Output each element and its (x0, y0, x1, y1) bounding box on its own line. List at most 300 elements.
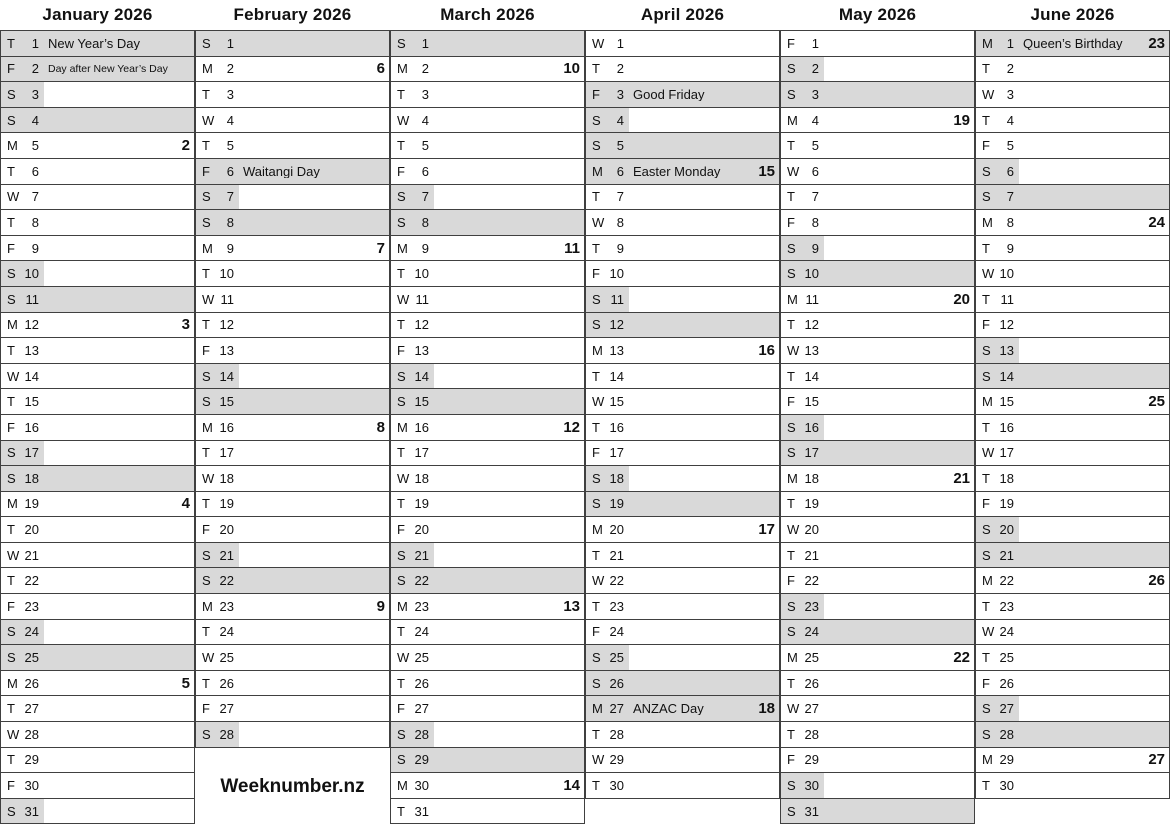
day-number: 1 (616, 35, 624, 51)
day-number: 24 (414, 624, 429, 640)
day-number: 18 (609, 470, 624, 486)
day-number: 9 (31, 240, 39, 256)
day-letter: M (7, 675, 18, 691)
day-row (391, 364, 584, 390)
day-letter: T (592, 240, 600, 256)
day-number: 23 (414, 598, 429, 614)
day-letter: T (202, 445, 210, 461)
day-row (781, 364, 974, 390)
day-letter: S (982, 547, 991, 563)
day-letter: T (7, 342, 15, 358)
holiday-label: Easter Monday (633, 164, 721, 178)
day-letter: S (7, 624, 16, 640)
day-letter: S (787, 266, 796, 282)
day-number: 14 (219, 368, 234, 384)
day-letter: S (592, 496, 601, 512)
day-number: 10 (24, 266, 39, 282)
day-number: 16 (219, 419, 234, 435)
day-letter: S (202, 368, 211, 384)
day-number: 8 (31, 214, 39, 230)
day-number: 18 (219, 470, 234, 486)
day-row (196, 722, 389, 748)
day-row (196, 441, 389, 467)
day-row (1, 287, 194, 313)
day-number: 16 (804, 419, 819, 435)
day-number: 26 (999, 675, 1014, 691)
day-row (1, 517, 194, 543)
day-row (1, 261, 194, 287)
day-row (196, 466, 389, 492)
day-number: 9 (226, 240, 234, 256)
day-number: 1 (31, 35, 39, 51)
day-row (976, 287, 1169, 313)
day-letter: T (397, 86, 405, 102)
day-row (391, 568, 584, 594)
day-number: 2 (421, 61, 429, 77)
day-number: 12 (804, 317, 819, 333)
day-row (976, 671, 1169, 697)
day-number: 8 (1006, 214, 1014, 230)
week-number: 27 (1148, 751, 1165, 769)
day-row (391, 645, 584, 671)
day-row (391, 210, 584, 236)
day-row (781, 31, 974, 57)
day-number: 15 (24, 394, 39, 410)
day-letter: W (592, 35, 605, 51)
day-row (196, 185, 389, 211)
day-row (391, 466, 584, 492)
day-number: 28 (999, 726, 1014, 742)
day-row (586, 364, 779, 390)
day-number: 13 (219, 342, 234, 358)
day-letter: M (592, 522, 603, 538)
day-number: 26 (414, 675, 429, 691)
day-number: 6 (31, 163, 39, 179)
day-number: 2 (226, 61, 234, 77)
day-number: 9 (1006, 240, 1014, 256)
day-number: 2 (31, 61, 39, 77)
day-number: 4 (1006, 112, 1014, 128)
day-number: 11 (415, 291, 429, 307)
day-number: 27 (219, 701, 234, 717)
day-number: 7 (1006, 189, 1014, 205)
day-row (586, 389, 779, 415)
day-number: 9 (616, 240, 624, 256)
day-row (196, 543, 389, 569)
day-row (781, 748, 974, 774)
day-letter: S (982, 522, 991, 538)
day-number: 20 (804, 522, 819, 538)
day-row (586, 492, 779, 518)
day-row (976, 389, 1169, 415)
day-row (196, 620, 389, 646)
day-letter: M (787, 650, 798, 666)
day-row (781, 287, 974, 313)
day-letter: T (787, 547, 795, 563)
day-row (196, 364, 389, 390)
day-letter: T (982, 61, 990, 77)
holiday-label: New Year’s Day (48, 36, 141, 50)
day-letter: F (397, 163, 405, 179)
day-number: 26 (24, 675, 39, 691)
day-number: 2 (811, 61, 819, 77)
day-letter: S (7, 470, 16, 486)
day-row (976, 185, 1169, 211)
day-letter: S (7, 650, 16, 666)
day-row (781, 415, 974, 441)
day-number: 8 (811, 214, 819, 230)
day-number: 4 (226, 112, 234, 128)
day-number: 5 (1006, 138, 1014, 154)
month-march (390, 0, 585, 827)
day-number: 22 (414, 573, 429, 589)
day-row (1, 799, 194, 825)
day-number: 10 (414, 266, 429, 282)
month-june (975, 0, 1170, 827)
day-row (1, 543, 194, 569)
day-number: 27 (999, 701, 1014, 717)
day-number: 25 (219, 650, 234, 666)
day-number: 30 (609, 778, 624, 794)
week-number: 19 (953, 111, 970, 129)
day-row (976, 543, 1169, 569)
day-row (586, 594, 779, 620)
day-letter: F (592, 86, 600, 102)
day-row (781, 645, 974, 671)
day-number: 31 (414, 803, 429, 819)
week-number: 12 (563, 418, 580, 436)
day-row (1, 594, 194, 620)
day-number: 25 (414, 650, 429, 666)
day-number: 28 (219, 726, 234, 742)
day-letter: S (397, 214, 406, 230)
day-row (976, 108, 1169, 134)
day-row (781, 722, 974, 748)
day-number: 29 (414, 752, 429, 768)
day-letter: S (397, 726, 406, 742)
day-row (976, 568, 1169, 594)
day-number: 3 (31, 86, 39, 102)
day-row (586, 287, 779, 313)
day-letter: S (592, 470, 601, 486)
day-row (1, 492, 194, 518)
day-letter: M (202, 61, 213, 77)
day-number: 13 (414, 342, 429, 358)
day-row (781, 210, 974, 236)
day-letter: F (202, 342, 210, 358)
day-number: 31 (804, 803, 819, 819)
day-number: 6 (421, 163, 429, 179)
day-number: 18 (414, 470, 429, 486)
day-letter: S (982, 368, 991, 384)
day-number: 24 (804, 624, 819, 640)
day-row (976, 773, 1169, 799)
day-letter: M (982, 35, 993, 51)
day-row (586, 696, 779, 722)
day-row (781, 671, 974, 697)
day-number: 30 (804, 778, 819, 794)
day-letter: W (202, 650, 215, 666)
day-number: 7 (421, 189, 429, 205)
day-number: 27 (24, 701, 39, 717)
day-letter: F (592, 445, 600, 461)
day-letter: S (397, 547, 406, 563)
day-number: 7 (616, 189, 624, 205)
day-row (196, 57, 389, 83)
day-row (1, 108, 194, 134)
day-number: 27 (609, 701, 624, 717)
month-table (195, 30, 390, 748)
day-number: 12 (999, 317, 1014, 333)
day-number: 10 (999, 266, 1014, 282)
day-letter: W (787, 342, 800, 358)
month-footer (585, 799, 780, 827)
day-row (586, 210, 779, 236)
day-row (586, 57, 779, 83)
day-row (586, 133, 779, 159)
day-letter: T (982, 778, 990, 794)
day-letter: S (787, 240, 796, 256)
day-letter: M (397, 778, 408, 794)
day-letter: T (592, 368, 600, 384)
day-number: 11 (1000, 291, 1014, 307)
day-letter: T (7, 701, 15, 717)
day-row (586, 441, 779, 467)
day-number: 6 (811, 163, 819, 179)
week-number: 22 (953, 649, 970, 667)
day-letter: T (592, 547, 600, 563)
day-letter: S (592, 112, 601, 128)
day-row (391, 389, 584, 415)
day-letter: T (592, 189, 600, 205)
day-number: 25 (804, 650, 819, 666)
day-number: 26 (219, 675, 234, 691)
day-letter: S (982, 726, 991, 742)
day-number: 26 (609, 675, 624, 691)
day-row (976, 210, 1169, 236)
day-number: 15 (804, 394, 819, 410)
day-row (976, 517, 1169, 543)
day-row (781, 543, 974, 569)
day-row (586, 82, 779, 108)
day-number: 17 (219, 445, 234, 461)
day-number: 30 (414, 778, 429, 794)
day-number: 19 (609, 496, 624, 512)
day-letter: T (787, 675, 795, 691)
day-number: 23 (219, 598, 234, 614)
day-letter: W (7, 368, 20, 384)
day-number: 4 (31, 112, 39, 128)
day-letter: F (7, 61, 15, 77)
day-letter: T (7, 394, 15, 410)
day-row (976, 133, 1169, 159)
day-letter: F (982, 317, 990, 333)
day-row (1, 441, 194, 467)
day-row (1, 620, 194, 646)
day-number: 23 (24, 598, 39, 614)
day-row (391, 31, 584, 57)
day-letter: W (202, 112, 215, 128)
day-row (196, 31, 389, 57)
day-row (391, 338, 584, 364)
day-number: 7 (811, 189, 819, 205)
day-number: 13 (999, 342, 1014, 358)
day-letter: W (787, 163, 800, 179)
day-letter: F (397, 701, 405, 717)
month-title: May 2026 (838, 5, 917, 24)
day-row (586, 185, 779, 211)
day-letter: S (202, 547, 211, 563)
day-number: 10 (219, 266, 234, 282)
day-number: 27 (804, 701, 819, 717)
month-title: January 2026 (42, 5, 153, 24)
day-letter: S (202, 189, 211, 205)
day-letter: F (7, 778, 15, 794)
day-letter: T (982, 112, 990, 128)
day-row (586, 236, 779, 262)
day-letter: T (397, 138, 405, 154)
day-letter: M (982, 394, 993, 410)
day-number: 22 (219, 573, 234, 589)
day-number: 6 (226, 163, 234, 179)
day-letter: F (982, 496, 990, 512)
day-number: 11 (25, 291, 39, 307)
day-row (781, 568, 974, 594)
day-number: 29 (999, 752, 1014, 768)
day-letter: T (787, 496, 795, 512)
day-number: 11 (220, 291, 234, 307)
day-number: 13 (804, 342, 819, 358)
day-letter: M (7, 496, 18, 512)
day-number: 13 (24, 342, 39, 358)
day-row (196, 415, 389, 441)
day-letter: S (982, 701, 991, 717)
day-number: 31 (24, 803, 39, 819)
day-letter: M (982, 214, 993, 230)
day-number: 2 (616, 61, 624, 77)
day-letter: W (7, 726, 20, 742)
day-row (391, 543, 584, 569)
day-number: 16 (414, 419, 429, 435)
day-number: 1 (421, 35, 429, 51)
day-number: 22 (999, 573, 1014, 589)
day-row (586, 773, 779, 799)
day-letter: F (202, 701, 210, 717)
day-number: 9 (421, 240, 429, 256)
day-letter: S (982, 342, 991, 358)
day-row (1, 159, 194, 185)
day-letter: W (982, 445, 995, 461)
day-row (196, 287, 389, 313)
day-letter: W (202, 470, 215, 486)
day-letter: T (592, 726, 600, 742)
day-row (1, 415, 194, 441)
month-february (195, 0, 390, 827)
day-number: 17 (24, 445, 39, 461)
day-letter: M (982, 752, 993, 768)
day-number: 22 (804, 573, 819, 589)
month-title: June 2026 (1030, 5, 1115, 24)
day-row (1, 338, 194, 364)
day-row (1, 773, 194, 799)
day-letter: T (397, 496, 405, 512)
month-table (780, 30, 975, 824)
holiday-label: Day after New Year’s Day (48, 63, 168, 75)
day-letter: W (787, 522, 800, 538)
day-row (1, 31, 194, 57)
month-footer (195, 748, 390, 827)
day-number: 14 (999, 368, 1014, 384)
day-row (391, 722, 584, 748)
day-letter: S (397, 394, 406, 410)
day-letter: F (202, 522, 210, 538)
month-table (0, 30, 195, 824)
day-row (391, 313, 584, 339)
week-number: 7 (376, 239, 385, 257)
day-row (976, 441, 1169, 467)
week-number: 25 (1148, 393, 1165, 411)
day-row (976, 236, 1169, 262)
day-row (781, 594, 974, 620)
day-row (1, 722, 194, 748)
day-row (1, 210, 194, 236)
day-letter: T (787, 368, 795, 384)
day-row (781, 620, 974, 646)
day-letter: S (592, 138, 601, 154)
day-letter: F (592, 624, 600, 640)
day-number: 25 (609, 650, 624, 666)
day-row (196, 261, 389, 287)
day-letter: F (787, 752, 795, 768)
day-row (391, 492, 584, 518)
week-number: 20 (953, 290, 970, 308)
day-row (586, 466, 779, 492)
day-row (391, 671, 584, 697)
day-letter: W (397, 650, 410, 666)
day-number: 27 (414, 701, 429, 717)
day-row (976, 313, 1169, 339)
day-letter: S (592, 675, 601, 691)
day-row (196, 338, 389, 364)
day-letter: M (982, 573, 993, 589)
week-number: 11 (564, 239, 580, 257)
day-letter: T (787, 726, 795, 742)
day-row (976, 415, 1169, 441)
day-number: 15 (999, 394, 1014, 410)
week-number: 10 (563, 60, 580, 78)
day-row (196, 210, 389, 236)
day-letter: M (397, 419, 408, 435)
week-number: 16 (758, 341, 775, 359)
day-letter: S (7, 803, 16, 819)
day-number: 8 (421, 214, 429, 230)
day-number: 3 (616, 86, 624, 102)
day-row (976, 645, 1169, 671)
day-row (391, 799, 584, 825)
day-number: 14 (414, 368, 429, 384)
day-letter: T (787, 317, 795, 333)
week-number: 3 (181, 316, 190, 334)
day-row (976, 722, 1169, 748)
day-letter: M (7, 138, 18, 154)
day-letter: F (982, 138, 990, 154)
day-number: 22 (24, 573, 39, 589)
day-letter: T (7, 522, 15, 538)
day-row (781, 108, 974, 134)
day-number: 20 (24, 522, 39, 538)
day-letter: T (202, 317, 210, 333)
week-number: 15 (758, 162, 775, 180)
